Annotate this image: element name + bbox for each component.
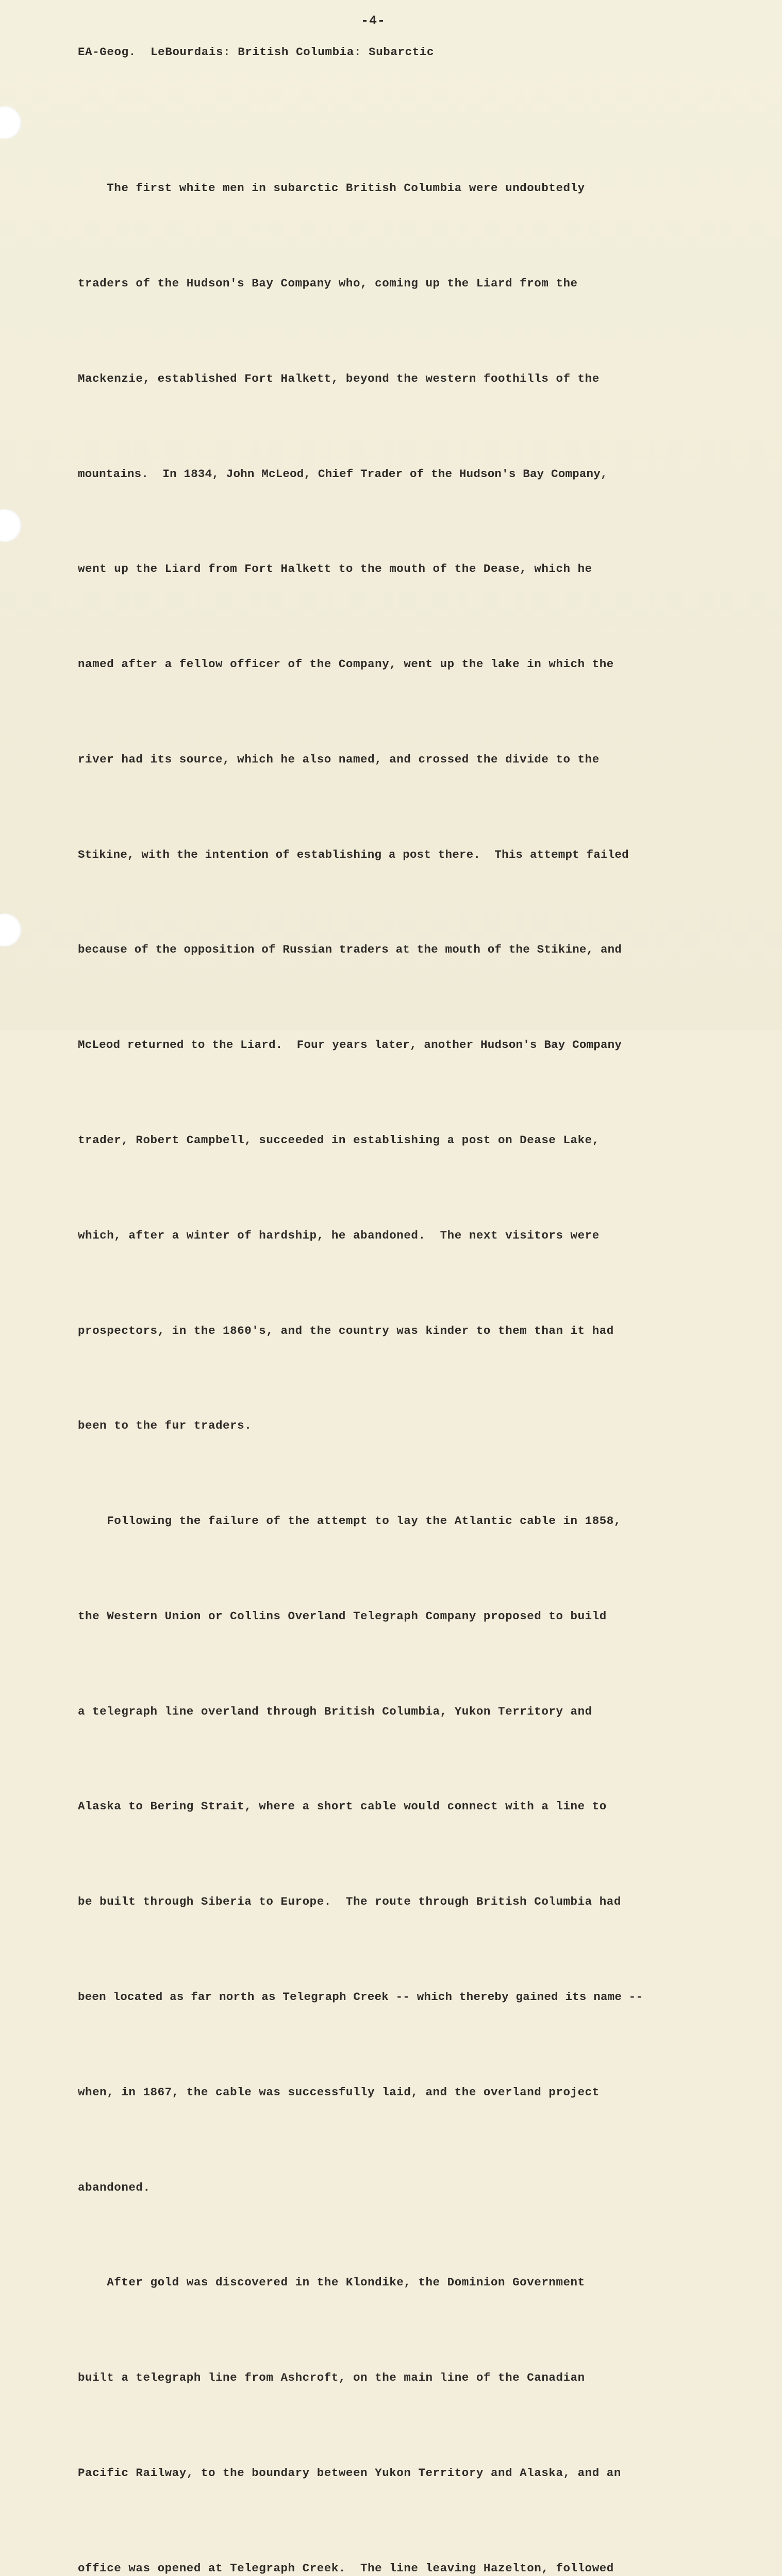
text-line: because of the opposition of Russian traders at the mouth of the Stikine, and (78, 943, 622, 957)
text-line: built a telegraph line from Ashcroft, on the main line of the Canadian (78, 2371, 585, 2385)
text-line: Mackenzie, established Fort Halkett, beyond the western foothills of the (78, 371, 600, 385)
text-line: be built through Siberia to Europe. The route through British Columbia had (78, 1895, 621, 1909)
text-line: abandoned. (78, 2180, 151, 2194)
text-line: mountains. In 1834, John McLeod, Chief Trader of the Hudson's Bay Company, (78, 467, 608, 481)
text-line: which, after a winter of hardship, he abandoned. The next visitors were (78, 1228, 600, 1242)
text-line: The first white men in subarctic British Columbia were undoubtedly (78, 181, 585, 195)
text-line: when, in 1867, the cable was successfully laid, and the overland project (78, 2085, 600, 2099)
text-line: After gold was discovered in the Klondike, the Dominion Government (78, 2276, 585, 2290)
text-line: named after a fellow officer of the Company, went up the lake in which the (78, 657, 614, 671)
text-line: been located as far north as Telegraph Creek -- which thereby gained its name -- (78, 1990, 643, 2004)
text-line: office was opened at Telegraph Creek. The line leaving Hazelton, followed (78, 2561, 614, 2575)
text-line: trader, Robert Campbell, succeeded in establishing a post on Dease Lake, (78, 1133, 600, 1147)
page-number: -4- (361, 13, 386, 28)
text-line: Following the failure of the attempt to lay the Atlantic cable in 1858, (78, 1514, 621, 1528)
text-line: McLeod returned to the Liard. Four years later, another Hudson's Bay Company (78, 1038, 622, 1052)
punch-hole (0, 913, 22, 946)
punch-hole (0, 106, 22, 139)
text-line: prospectors, in the 1860's, and the country was kinder to them than it had (78, 1324, 614, 1337)
text-line: Alaska to Bering Strait, where a short cable would connect with a line to (78, 1800, 607, 1814)
text-line: river had its source, which he also named, and crossed the divide to the (78, 752, 600, 766)
running-header: EA-Geog. LeBourdais: British Columbia: Subarctic (78, 45, 435, 59)
text-line: the Western Union or Collins Overland Telegraph Company proposed to build (78, 1609, 607, 1623)
punch-hole (0, 509, 22, 542)
text-line: traders of the Hudson's Bay Company who, coming up the Liard from the (78, 276, 578, 290)
text-line: been to the fur traders. (78, 1419, 252, 1433)
text-line: a telegraph line overland through British Columbia, Yukon Territory and (78, 1704, 592, 1718)
text-line: went up the Liard from Fort Halkett to the mouth of the Dease, which he (78, 562, 592, 576)
body-text (78, 109, 643, 2576)
text-line: Pacific Railway, to the boundary between Yukon Territory and Alaska, and an (78, 2466, 621, 2480)
text-line: Stikine, with the intention of establishing a post there. This attempt failed (78, 848, 629, 861)
